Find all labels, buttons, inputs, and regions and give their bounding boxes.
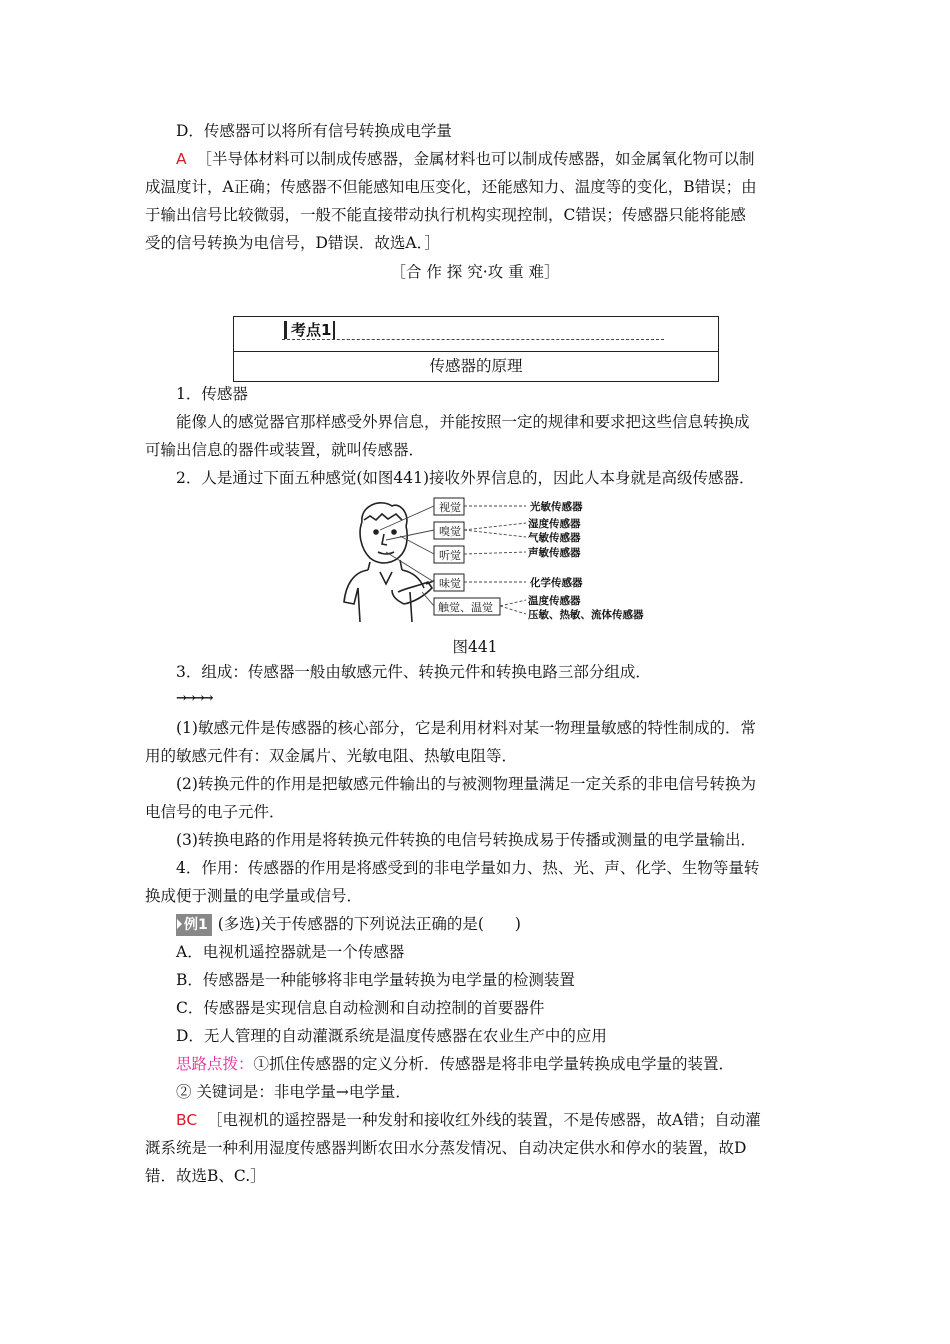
p4-line-1: 4．作用：传感器的作用是将感受到的非电学量如力、热、光、声、化学、生物等量转: [176, 859, 760, 877]
sense-smell: 嗅觉: [439, 525, 461, 538]
sense-sight: 视觉: [439, 501, 461, 514]
option-d-prev: D．传感器可以将所有信号转换成电学量: [176, 122, 452, 140]
p3-3-text: (3)转换电路的作用是将转换元件转换的电信号转换成易于传播或测量的电学量输出．: [176, 831, 756, 849]
answer-line-1: [176, 148, 754, 170]
sensor-humidity: 湿度传感器: [528, 518, 581, 530]
example-label: 例1: [176, 914, 212, 936]
sense-taste: 味觉: [439, 577, 461, 590]
sense-touch: 触觉、温觉: [438, 601, 493, 614]
arrow-chain: →→→→: [176, 691, 212, 706]
p3-text: 3．组成：传感器一般由敏感元件、转换元件和转换电路三部分组成．: [176, 663, 651, 681]
sensor-chemical: 化学传感器: [530, 577, 583, 589]
sensor-pressure: 压敏、热敏、流体传感器: [528, 609, 644, 621]
option-c: C．传感器是实现信息自动检测和自动控制的首要器件: [176, 999, 545, 1017]
p1-line-1: 能像人的感觉器官那样感受外界信息，并能按照一定的规律和要求把这些信息转换成: [176, 413, 750, 431]
p3-1-line-1: (1)敏感元件是传感器的核心部分，它是利用材料对某一物理量敏感的特性制成的．常: [176, 719, 756, 737]
sensor-sound: 声敏传感器: [528, 547, 581, 559]
p3-1-line-2: 用的敏感元件有：双金属片、光敏电阻、热敏电阻等．: [145, 747, 518, 765]
answer-line-4: 受的信号转换为电信号，D错误．故选A．］: [145, 234, 440, 252]
dashed-divider: [282, 339, 664, 340]
sensor-light: 光敏传感器: [530, 501, 583, 513]
example-answer-line-3: 错．故选B、C.］: [145, 1167, 266, 1185]
kaodian-box: [233, 316, 719, 382]
kaodian-topic: 传感器的原理: [429, 357, 523, 375]
example-answer-text-1: ［电视机的遥控器是一种发射和接收红外线的装置，不是传感器，故A错；自动灌: [207, 1111, 761, 1129]
p1-line-2: 可输出信息的器件或装置，就叫传感器．: [145, 441, 425, 459]
p2-text: 2．人是通过下面五种感觉(如图441)接收外界信息的，因此人本身就是高级传感器．: [176, 469, 755, 487]
option-a: A．电视机遥控器就是一个传感器: [176, 943, 405, 961]
p1-title: 1．传感器: [176, 385, 248, 403]
p3-2-line-2: 电信号的电子元件．: [145, 803, 285, 821]
figure-caption: 图441: [452, 638, 498, 656]
hint-line: [176, 1053, 734, 1075]
answer-text-1: ［半导体材料可以制成传感器，金属材料也可以制成传感器，如金属氧化物可以制: [196, 150, 755, 168]
sensor-gas: 气敏传感器: [528, 532, 581, 544]
example-answer-line-2: 溉系统是一种利用湿度传感器判断农田水分蒸发情况、自动决定供水和停水的装置，故D: [145, 1139, 747, 1157]
p3-2-line-1: (2)转换元件的作用是把敏感元件输出的与被测物理量满足一定关系的非电信号转换为: [176, 775, 756, 793]
answer-letter: A: [176, 150, 187, 168]
example-answer-line-1: [176, 1109, 761, 1131]
kaodian-tag: 考点1: [284, 321, 335, 339]
hint-label: 思路点拨：: [176, 1055, 254, 1073]
sensor-temperature: 温度传感器: [528, 595, 581, 607]
p4-line-2: 换成便于测量的电学量或信号．: [145, 887, 363, 905]
person-illustration: [344, 503, 436, 622]
hint-line-2: ② 关键词是：非电学量→电学量．: [176, 1083, 411, 1101]
example-question-text: (多选)关于传感器的下列说法正确的是( ): [217, 915, 521, 933]
section-heading: ［合 作 探 究·攻 重 难］: [390, 263, 560, 281]
senses-figure: [340, 492, 660, 624]
example-question: [176, 913, 521, 936]
example-answer-letter: BC: [176, 1111, 198, 1129]
option-d: D．无人管理的自动灌溉系统是温度传感器在农业生产中的应用: [176, 1027, 607, 1045]
option-b: B．传感器是一种能够将非电学量转换为电学量的检测装置: [176, 971, 575, 989]
answer-line-3: 于输出信号比较微弱，一般不能直接带动执行机构实现控制，C错误；传感器只能将能感: [145, 206, 746, 224]
answer-line-2: 成温度计，A正确；传感器不但能感知电压变化，还能感知力、温度等的变化，B错误；由: [145, 178, 757, 196]
hint-text: ①抓住传感器的定义分析．传感器是将非电学量转换成电学量的装置．: [253, 1055, 735, 1073]
sense-hearing: 听觉: [439, 549, 461, 562]
kaodian-header: [234, 317, 718, 352]
